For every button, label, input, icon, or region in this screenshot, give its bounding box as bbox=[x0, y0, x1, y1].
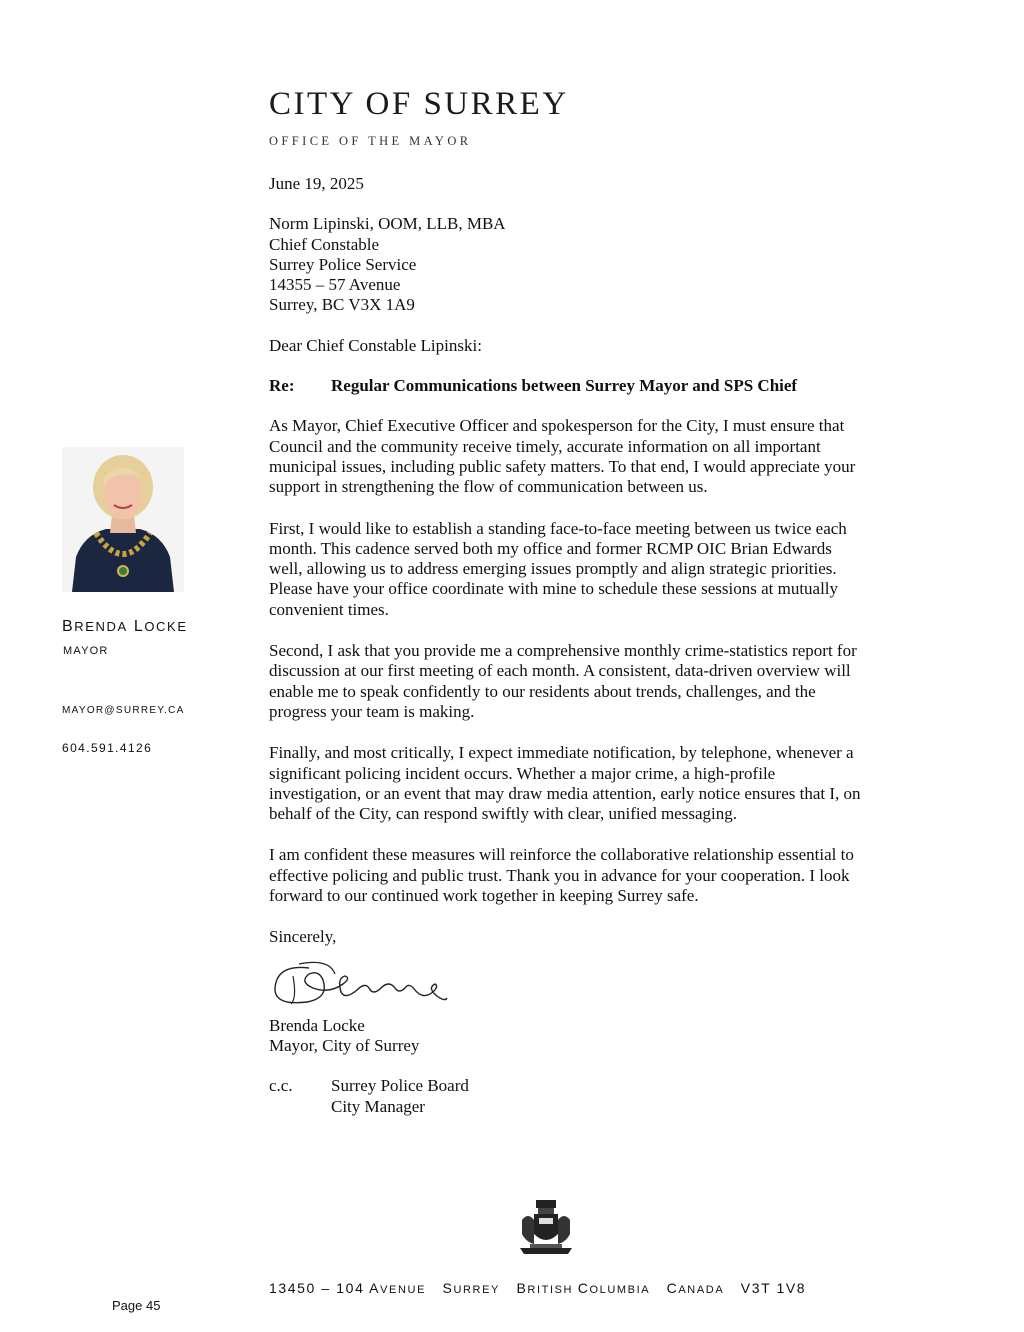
footer-prov-rest-2: OLUMBIA bbox=[589, 1284, 651, 1296]
footer-country-rest: ANADA bbox=[678, 1284, 725, 1296]
handwritten-signature bbox=[269, 954, 469, 1016]
cc-label: c.c. bbox=[269, 1076, 293, 1096]
footer-city-initial: S bbox=[442, 1280, 454, 1296]
paragraph: Finally, and most critically, I expect immediate notification, by telephone, whenever a significant policing incident occurs. Whether a major crime, a high-profile investigation, or an event that may draw media attention, early notice ensures that I, on behalf of the City, can respond swiftly with clear, unified messaging. bbox=[269, 743, 861, 824]
recipient-organization: Surrey Police Service bbox=[269, 254, 417, 274]
sidebar-name-first-initial: B bbox=[62, 618, 75, 635]
footer-address bbox=[269, 1280, 806, 1296]
recipient-address bbox=[269, 214, 869, 315]
footer-country-initial: C bbox=[666, 1280, 679, 1296]
signer-name: Brenda Locke bbox=[269, 1015, 365, 1035]
sidebar-name-last-initial: L bbox=[133, 618, 145, 635]
sidebar-name-last-rest: OCKE bbox=[144, 619, 188, 634]
recipient-title: Chief Constable bbox=[269, 234, 380, 254]
sidebar-name bbox=[62, 618, 188, 636]
footer-address-number: 13450 – 104 bbox=[269, 1280, 370, 1296]
mayor-photo bbox=[62, 447, 184, 592]
signer-block bbox=[269, 1016, 869, 1057]
paragraph: As Mayor, Chief Executive Officer and spokesperson for the City, I must ensure that Council and the community receive timely, accurate information on all important municipal issues, including public safety matters. To that end, I would appreciate your support in strengthening the flow of communication between us. bbox=[269, 416, 856, 497]
recipient-city: Surrey, BC V3X 1A9 bbox=[269, 295, 415, 315]
recipient-street: 14355 – 57 Avenue bbox=[269, 275, 401, 295]
footer-prov-rest-1: RITISH bbox=[527, 1284, 578, 1296]
subject-line bbox=[269, 376, 869, 396]
subject-label: Re: bbox=[269, 376, 295, 396]
page-number: Page 45 bbox=[112, 1298, 161, 1313]
cc-list bbox=[331, 1076, 469, 1117]
cc-item: City Manager bbox=[331, 1096, 425, 1116]
cc-item: Surrey Police Board bbox=[331, 1076, 469, 1096]
closing: Sincerely, bbox=[269, 927, 337, 947]
sidebar-phone: 604.591.4126 bbox=[62, 741, 153, 755]
footer-street-rest: VENUE bbox=[380, 1284, 427, 1296]
footer-street-initial: A bbox=[369, 1280, 381, 1296]
letterhead-subtitle: OFFICE OF THE MAYOR bbox=[269, 134, 472, 148]
cc-block bbox=[269, 1076, 869, 1117]
footer-prov-initial-2: C bbox=[577, 1280, 590, 1296]
city-crest-icon bbox=[516, 1198, 576, 1258]
signer-title: Mayor, City of Surrey bbox=[269, 1035, 420, 1055]
footer-postal-code: V3T 1V8 bbox=[740, 1280, 807, 1296]
letterhead-title: CITY OF SURREY bbox=[269, 86, 569, 122]
subject-text: Regular Communications between Surrey Mayor and SPS Chief bbox=[331, 376, 798, 396]
sidebar-email: MAYOR@SURREY.CA bbox=[62, 705, 185, 716]
paragraph: I am confident these measures will reinforce the collaborative relationship essential to effective policing and public trust. Thank you in advance for your cooperation. I look forward to our continued work together in keeping Surrey safe. bbox=[269, 845, 854, 906]
paragraph: First, I would like to establish a standing face-to-face meeting between us twice each month. This cadence served both my office and former RCMP OIC Brian Edwards well, allowing us to address emerging issues promptly and align strategic priorities. Please have your office coordinate with mine to schedule these sessions at mutually convenient times. bbox=[269, 518, 847, 619]
paragraph: Second, I ask that you provide me a comprehensive monthly crime-statistics report for discussion at our first meeting of each month. A consistent, data-driven overview will enable me to speak confidently to our residents about trends, challenges, and the progress your team is making. bbox=[269, 641, 857, 721]
sidebar-name-first-rest: RENDA bbox=[74, 619, 128, 634]
letter-date: June 19, 2025 bbox=[269, 174, 364, 193]
footer-city-rest: URREY bbox=[453, 1284, 500, 1296]
salutation: Dear Chief Constable Lipinski: bbox=[269, 335, 482, 355]
footer-prov-initial-1: B bbox=[516, 1280, 528, 1296]
recipient-name: Norm Lipinski, OOM, LLB, MBA bbox=[269, 214, 506, 234]
letter-body bbox=[269, 174, 869, 1117]
sidebar-title: MAYOR bbox=[63, 645, 109, 657]
